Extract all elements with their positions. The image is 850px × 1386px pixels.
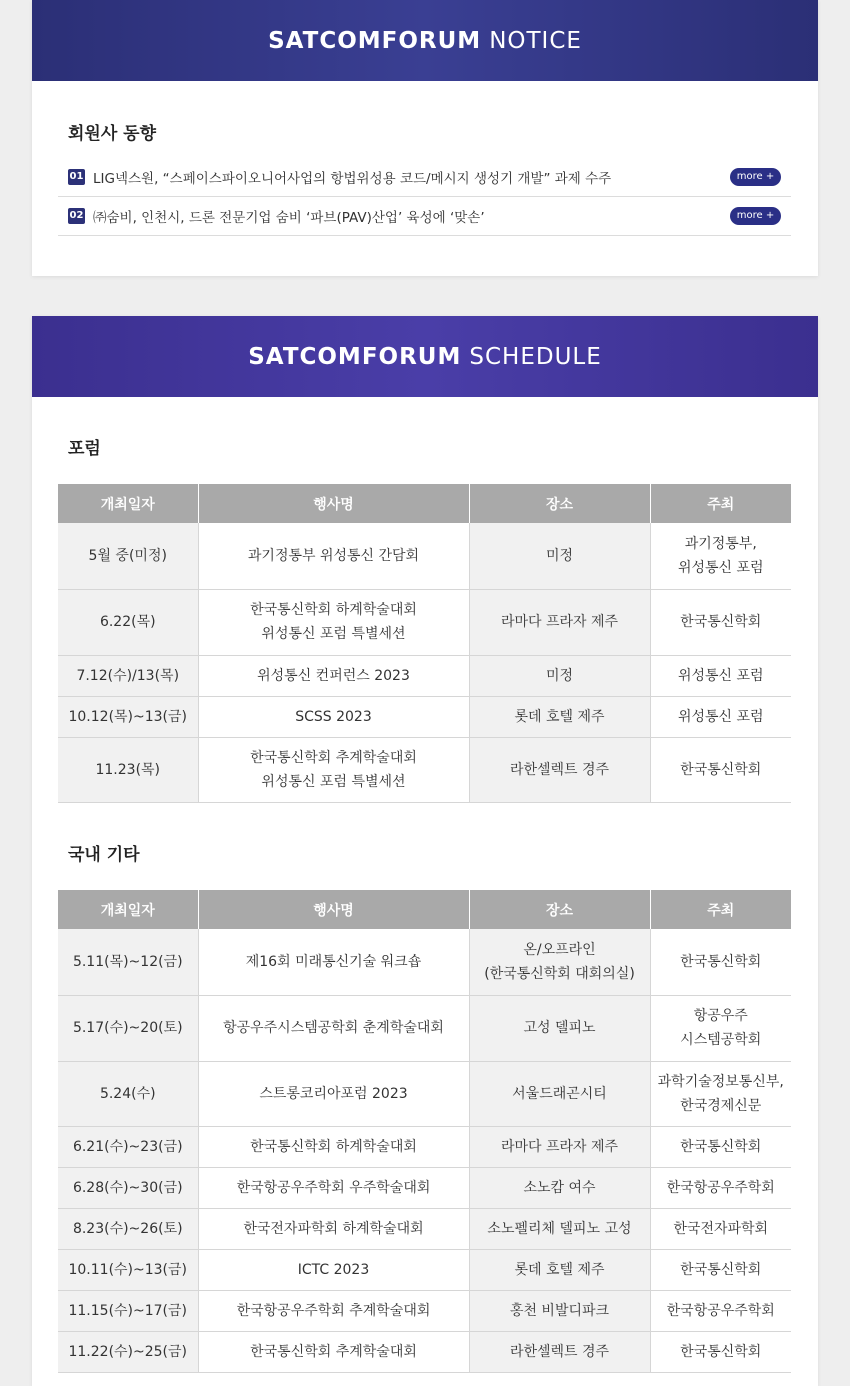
- schedule-banner-brand: SATCOMFORUM: [248, 343, 462, 370]
- table-row: [58, 1331, 791, 1372]
- cell-event: 한국항공우주학회 추계학술대회: [198, 1290, 469, 1331]
- cell-host: 한국항공우주학회: [650, 1167, 791, 1208]
- cell-venue: 홍천 비발디파크: [469, 1290, 650, 1331]
- cell-event: 한국전자파학회 하계학술대회: [198, 1208, 469, 1249]
- cell-venue: 라한셀렉트 경주: [469, 1331, 650, 1372]
- cell-event: 한국통신학회 하계학술대회: [198, 1126, 469, 1167]
- header-venue: 장소: [469, 484, 650, 523]
- cell-venue: 라한셀렉트 경주: [469, 737, 650, 802]
- cell-event: 제16회 미래통신기술 워크숍: [198, 929, 469, 995]
- cell-event: ICTC 2023: [198, 1249, 469, 1290]
- cell-venue: 온/오프라인 (한국통신학회 대회의실): [469, 929, 650, 995]
- table-row: [58, 1061, 791, 1126]
- forum-table-header: [58, 484, 791, 523]
- cell-date: 5.11(목)~12(금): [58, 929, 198, 995]
- notice-banner: [32, 0, 818, 81]
- cell-host: 한국항공우주학회: [650, 1290, 791, 1331]
- cell-date: 11.22(수)~25(금): [58, 1331, 198, 1372]
- cell-host: 위성통신 포럼: [650, 696, 791, 737]
- table-row: [58, 737, 791, 802]
- cell-event: 항공우주시스템공학회 춘계학술대회: [198, 995, 469, 1061]
- cell-host: 과학기술정보통신부, 한국경제신문: [650, 1061, 791, 1126]
- table-row: [58, 995, 791, 1061]
- cell-host: 한국전자파학회: [650, 1208, 791, 1249]
- cell-date: 5월 중(미정): [58, 523, 198, 589]
- notice-section-title: 회원사 동향: [68, 124, 157, 144]
- notice-number-badge: 02: [68, 208, 85, 224]
- cell-host: 한국통신학회: [650, 1126, 791, 1167]
- cell-event: 한국항공우주학회 우주학술대회: [198, 1167, 469, 1208]
- table-row: [58, 1290, 791, 1331]
- cell-date: 6.22(목): [58, 589, 198, 655]
- domestic-table-header: [58, 890, 791, 929]
- forum-table: [58, 484, 791, 803]
- cell-event: 한국통신학회 추계학술대회: [198, 1331, 469, 1372]
- header-event: 행사명: [198, 484, 469, 523]
- cell-venue: 롯데 호텔 제주: [469, 696, 650, 737]
- cell-venue: 롯데 호텔 제주: [469, 1249, 650, 1290]
- header-host: 주최: [650, 484, 791, 523]
- table-row: [58, 1249, 791, 1290]
- cell-host: 한국통신학회: [650, 589, 791, 655]
- table-row: [58, 523, 791, 589]
- notice-card: [32, 0, 818, 276]
- cell-host: 한국통신학회: [650, 1331, 791, 1372]
- notice-title-link[interactable]: ㈜숨비, 인천시, 드론 전문기업 숨비 ‘파브(PAV)산업’ 육성에 ‘맞손’: [93, 210, 485, 226]
- cell-venue: 미정: [469, 523, 650, 589]
- cell-event: 스트롱코리아포럼 2023: [198, 1061, 469, 1126]
- cell-date: 10.11(수)~13(금): [58, 1249, 198, 1290]
- cell-date: 6.21(수)~23(금): [58, 1126, 198, 1167]
- schedule-card: [32, 316, 818, 1386]
- cell-host: 한국통신학회: [650, 737, 791, 802]
- cell-date: 8.23(수)~26(토): [58, 1208, 198, 1249]
- domestic-section-title: 국내 기타: [68, 845, 140, 865]
- cell-event: 위성통신 컨퍼런스 2023: [198, 655, 469, 696]
- schedule-banner-label: SCHEDULE: [469, 343, 602, 370]
- table-row: [58, 589, 791, 655]
- cell-date: 6.28(수)~30(금): [58, 1167, 198, 1208]
- notice-list: [58, 158, 791, 236]
- header-date: 개최일자: [58, 890, 198, 929]
- notice-number-badge: 01: [68, 169, 85, 185]
- table-row: [58, 1208, 791, 1249]
- cell-venue: 미정: [469, 655, 650, 696]
- cell-event: 과기정통부 위성통신 간담회: [198, 523, 469, 589]
- cell-date: 10.12(목)~13(금): [58, 696, 198, 737]
- table-row: [58, 696, 791, 737]
- notice-title-link[interactable]: LIG넥스원, “스페이스파이오니어사업의 항법위성용 코드/메시지 생성기 개발” 과제 수주: [93, 171, 612, 187]
- cell-host: 과기정통부, 위성통신 포럼: [650, 523, 791, 589]
- table-row: [58, 1126, 791, 1167]
- header-host: 주최: [650, 890, 791, 929]
- schedule-banner: [32, 316, 818, 397]
- cell-date: 5.24(수): [58, 1061, 198, 1126]
- cell-date: 11.23(목): [58, 737, 198, 802]
- cell-date: 7.12(수)/13(목): [58, 655, 198, 696]
- cell-host: 항공우주 시스템공학회: [650, 995, 791, 1061]
- notice-banner-brand: SATCOMFORUM: [268, 27, 482, 54]
- cell-venue: 소노캄 여수: [469, 1167, 650, 1208]
- cell-venue: 고성 델피노: [469, 995, 650, 1061]
- cell-host: 한국통신학회: [650, 929, 791, 995]
- forum-section-title: 포럼: [68, 439, 101, 459]
- cell-host: 위성통신 포럼: [650, 655, 791, 696]
- cell-date: 11.15(수)~17(금): [58, 1290, 198, 1331]
- cell-venue: 라마다 프라자 제주: [469, 1126, 650, 1167]
- table-row: [58, 929, 791, 995]
- cell-venue: 소노펠리체 델피노 고성: [469, 1208, 650, 1249]
- cell-date: 5.17(수)~20(토): [58, 995, 198, 1061]
- cell-event: 한국통신학회 추계학술대회 위성통신 포럼 특별세션: [198, 737, 469, 802]
- cell-host: 한국통신학회: [650, 1249, 791, 1290]
- header-event: 행사명: [198, 890, 469, 929]
- table-row: [58, 655, 791, 696]
- header-venue: 장소: [469, 890, 650, 929]
- notice-item[interactable]: [58, 197, 791, 236]
- cell-venue: 서울드래곤시티: [469, 1061, 650, 1126]
- cell-event: SCSS 2023: [198, 696, 469, 737]
- header-date: 개최일자: [58, 484, 198, 523]
- table-row: [58, 1167, 791, 1208]
- cell-event: 한국통신학회 하계학술대회 위성통신 포럼 특별세션: [198, 589, 469, 655]
- more-button[interactable]: more +: [730, 168, 781, 186]
- more-button[interactable]: more +: [730, 207, 781, 225]
- cell-venue: 라마다 프라자 제주: [469, 589, 650, 655]
- notice-item[interactable]: [58, 158, 791, 197]
- notice-banner-label: NOTICE: [489, 27, 582, 54]
- domestic-table: [58, 890, 791, 1373]
